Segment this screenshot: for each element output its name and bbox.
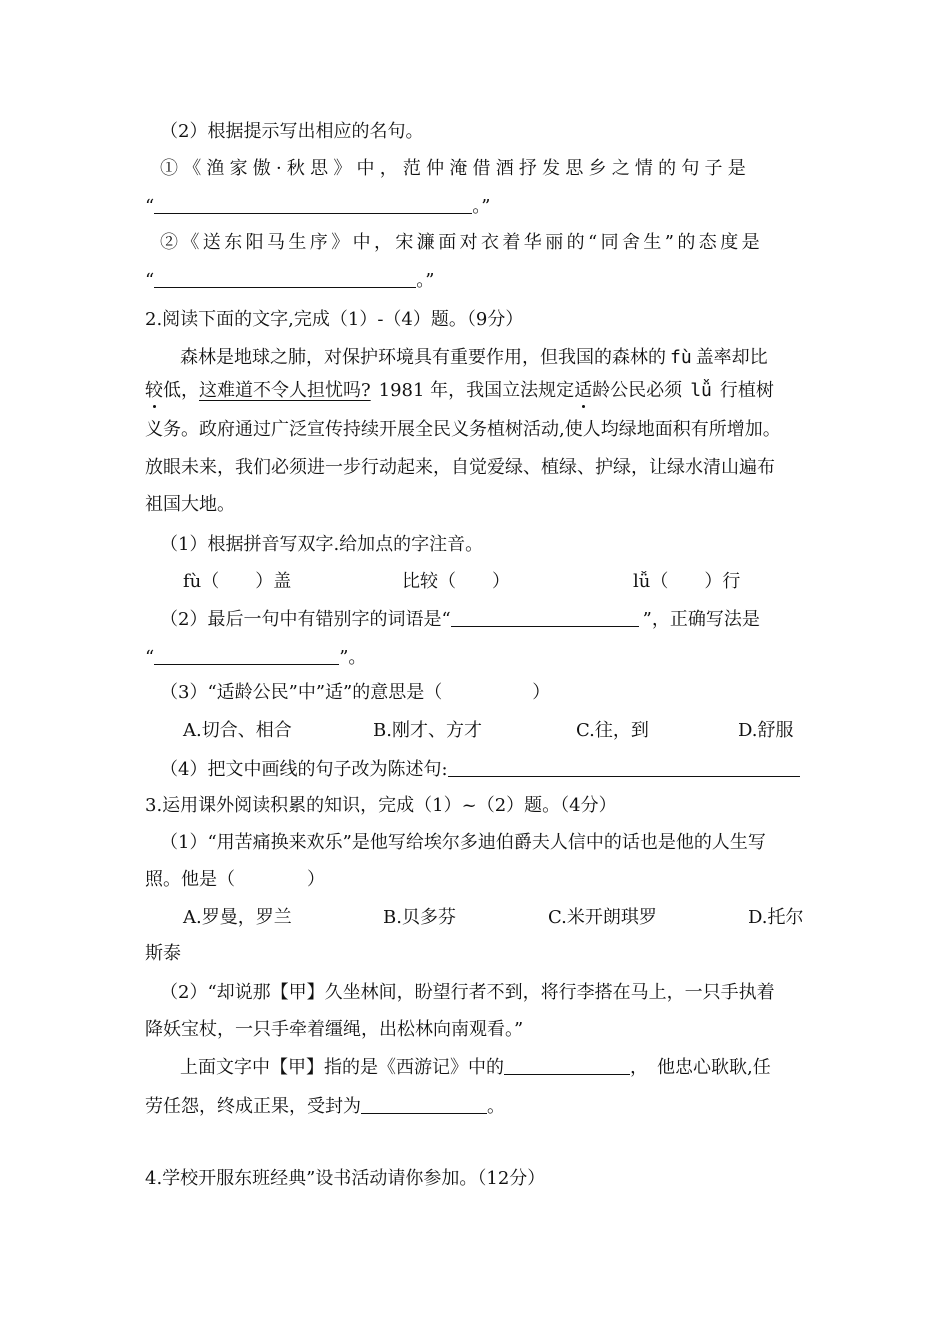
q3-sub2-line1: （2）“却说那【甲】久坐林间，盼望行者不到，将行李搭在马上，一只手执着 <box>160 982 775 1003</box>
q2-sub2-prompt-b: ”，正确写法是 <box>642 609 760 630</box>
q2-sub3-option-a[interactable]: A.切合、相合 <box>183 720 292 741</box>
q2-sub1-item-c: lǚ（ ）行 <box>633 571 741 592</box>
answer-blank[interactable] <box>154 644 339 665</box>
q1-2-item1 <box>160 156 807 182</box>
q2-sub2-line2 <box>145 644 366 671</box>
q1-2-item1-answer-line <box>145 193 490 220</box>
q2-passage-line1 <box>180 345 768 371</box>
q3-sub1-option-d[interactable]: D.托尔 <box>748 907 804 928</box>
close-quote: 。” <box>416 270 435 291</box>
passage-text: 龄公民必须 <box>592 380 683 401</box>
q3-sub2-line3-a: 上面文字中【甲】指的是《西游记》中的 <box>180 1057 504 1078</box>
passage-text: 低， <box>163 380 199 401</box>
q2-sub3-option-b[interactable]: B.刚才、方才 <box>373 720 482 741</box>
passage-text: 行植树 <box>719 380 774 401</box>
q3-sub2-line4-b: 。 <box>487 1096 505 1117</box>
dotted-char: 较 <box>145 380 163 401</box>
open-quote: “ <box>145 196 155 217</box>
answer-blank[interactable] <box>154 193 472 214</box>
q1-2-item2 <box>160 230 763 256</box>
q2-sub2-prompt-a: （2）最后一句中有错别字的词语是“ <box>160 609 451 630</box>
q1-2-intro: （2）根据提示写出相应的名句。 <box>160 121 424 142</box>
q2-sub4-line <box>160 756 800 783</box>
q3-sub2-line2: 降妖宝杖，一只手牵着缰绳，出松林向南观看。” <box>145 1019 524 1040</box>
q2-sub3-option-d[interactable]: D.舒服 <box>738 720 794 741</box>
q1-2-item1-text: ①《渔家傲·秋思》中，范仲淹借酒抒发思乡之情的句子是 <box>160 158 751 179</box>
answer-blank[interactable] <box>361 1093 487 1114</box>
q3-sub2-line4-a: 劳任怨，终成正果，受封为 <box>145 1096 361 1117</box>
q2-sub1-prompt: （1）根据拼音写双字.给加点的字注音。 <box>160 534 484 555</box>
answer-blank[interactable] <box>504 1054 630 1075</box>
q2-sub1-item-a: fù（ ）盖 <box>183 571 292 592</box>
open-quote: “ <box>145 647 155 668</box>
q3-sub1-option-c[interactable]: C.米开朗琪罗 <box>548 907 657 928</box>
passage-text: 1981 年，我国立法规定 <box>378 380 575 401</box>
q3-sub1-option-a[interactable]: A.罗曼，罗兰 <box>183 907 292 928</box>
answer-blank[interactable] <box>154 267 416 288</box>
passage-text: 森林是地球之肺，对保护环境具有重要作用，但我国的森林的 <box>180 347 666 368</box>
q2-passage-line4: 放眼未来，我们必须进一步行动起来，自觉爱绿、植绿、护绿，让绿水清山遍布 <box>145 457 775 478</box>
open-quote: “ <box>145 270 155 291</box>
close-quote: ”。 <box>339 647 367 668</box>
q2-sub3-prompt: （3）“适龄公民”中”适”的意思是（ ） <box>160 682 551 703</box>
q3-sub1-option-b[interactable]: B.贝多芬 <box>383 907 456 928</box>
underlined-sentence: 这难道不令人担忧吗? <box>199 380 371 401</box>
answer-blank[interactable] <box>448 756 800 777</box>
q1-2-item2-answer-line <box>145 267 434 294</box>
q3-sub2-line3 <box>180 1054 771 1081</box>
q3-sub1-line2: 照。他是（ ） <box>145 869 325 890</box>
q2-title: 2.阅读下面的文字,完成（1）-（4）题。（9分） <box>145 309 524 330</box>
close-quote: 。” <box>472 196 491 217</box>
q4-title: 4.学校开服东班经典”设书活动请你参加。（12分） <box>145 1168 546 1189</box>
q2-sub1-item-b: 比较（ ） <box>402 571 510 592</box>
q3-sub1-option-d-cont: 斯泰 <box>145 943 181 964</box>
q3-title: 3.运用课外阅读积累的知识，完成（1）~（2）题。（4分） <box>145 795 617 816</box>
passage-text: 盖率却比 <box>695 347 768 368</box>
q2-passage-line3: 义务。政府通过广泛宣传持续开展全民义务植树活动,使人均绿地面积有所增加。 <box>145 419 781 440</box>
q3-sub2-line3-b: ， 他忠心耿耿,任 <box>630 1057 771 1078</box>
pinyin: lǚ <box>690 380 712 401</box>
q2-sub2-line1 <box>160 606 760 633</box>
answer-blank[interactable] <box>451 606 639 627</box>
q1-2-item2-text: ②《送东阳马生序》中，宋濂面对衣着华丽的“同舍生”的态度是 <box>160 232 764 253</box>
q2-passage-line2 <box>145 378 774 404</box>
q2-sub4-prompt: （4）把文中画线的句子改为陈述句: <box>160 759 448 780</box>
q3-sub2-line4 <box>145 1093 505 1120</box>
q2-sub3-option-c[interactable]: C.往，到 <box>576 720 649 741</box>
dotted-char: 适 <box>574 380 593 401</box>
pinyin: fù <box>670 347 692 368</box>
q3-sub1-line1: （1）“用苦痛换来欢乐”是他写给埃尔多迪伯爵夫人信中的话也是他的人生写 <box>160 832 766 853</box>
q2-passage-line5: 祖国大地。 <box>145 494 235 515</box>
